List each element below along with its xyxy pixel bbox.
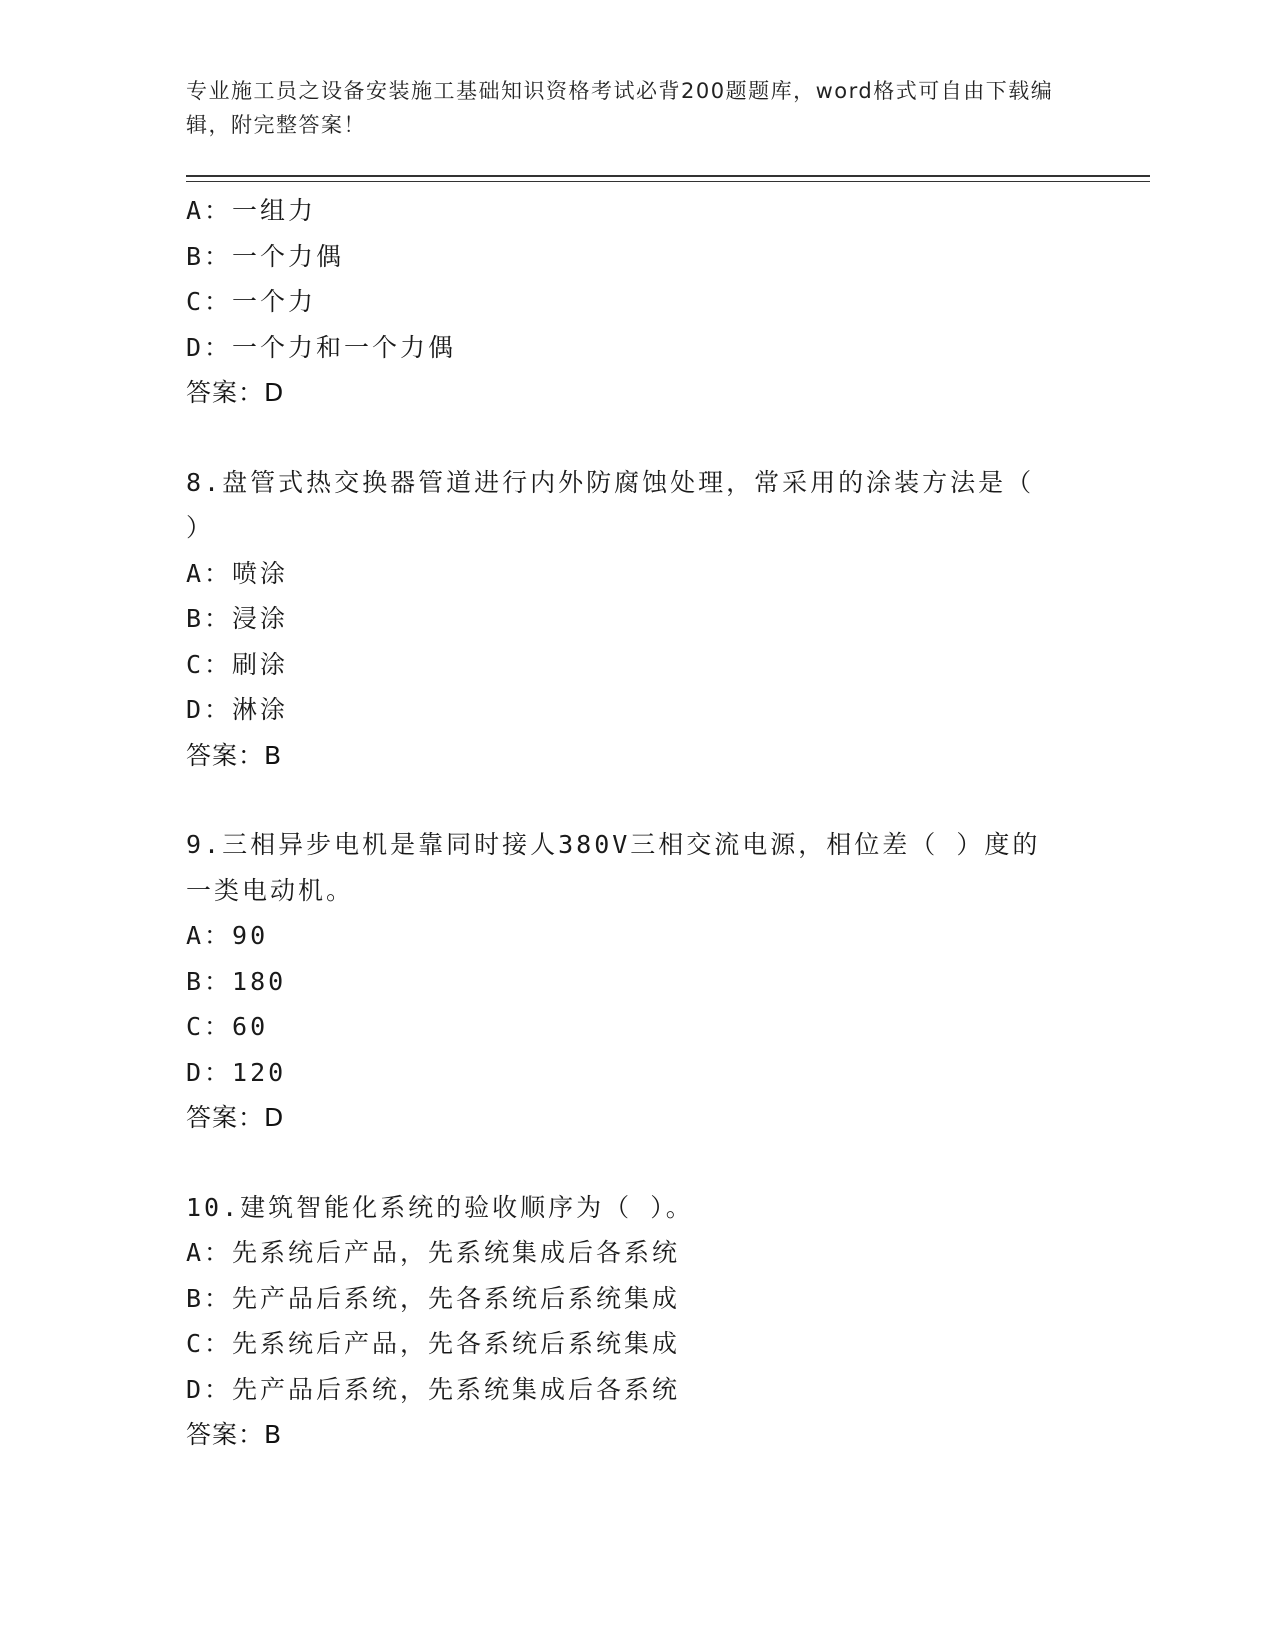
option-a: A：90 — [186, 921, 269, 950]
answer-line: 答案：B — [186, 740, 283, 770]
option-b: B：浸涂 — [186, 604, 289, 633]
answer-line: 答案：D — [186, 1103, 285, 1132]
document-header: 专业施工员之设备安装施工基础知识资格考试必背200题题库，word格式可自由下载编辑，附完整答案！ — [186, 79, 1054, 137]
option-a: A：喷涂 — [186, 558, 289, 588]
question-text: 9.三相异步电机是靠同时接人380V三相交流电源，相位差（ ）度的一类电动机。 — [186, 830, 1041, 905]
option-a: A：先系统后产品，先系统集成后各系统 — [186, 1238, 681, 1267]
question-block-9 — [186, 822, 1066, 1141]
option-d: D：先产品后系统，先系统集成后各系统 — [186, 1374, 681, 1404]
option-a: A：一组力 — [186, 196, 317, 225]
answer-line: 答案：D — [186, 378, 285, 407]
answer-line: 答案：B — [186, 1420, 283, 1449]
option-c: C：刷涂 — [186, 649, 289, 679]
question-list — [186, 188, 1066, 1458]
question-block-8 — [186, 460, 1066, 779]
question-block-10 — [186, 1185, 1066, 1458]
question-text: 10.建筑智能化系统的验收顺序为（ ）。 — [186, 1192, 694, 1222]
header-divider-thin — [186, 181, 1150, 182]
option-d: D：淋涂 — [186, 695, 289, 724]
option-d: D：120 — [186, 1057, 287, 1087]
option-b: B：一个力偶 — [186, 241, 345, 271]
option-c: C：60 — [186, 1012, 269, 1041]
option-d: D：一个力和一个力偶 — [186, 332, 457, 362]
question-text: 8.盘管式热交换器管道进行内外防腐蚀处理，常采用的涂装方法是（ ） — [186, 467, 1035, 542]
option-c: C：一个力 — [186, 287, 317, 316]
header-divider-thick — [186, 175, 1150, 177]
question-block-7 — [186, 188, 1066, 416]
option-b: B：180 — [186, 966, 287, 996]
option-b: B：先产品后系统，先各系统后系统集成 — [186, 1283, 681, 1313]
option-c: C：先系统后产品，先各系统后系统集成 — [186, 1329, 681, 1358]
